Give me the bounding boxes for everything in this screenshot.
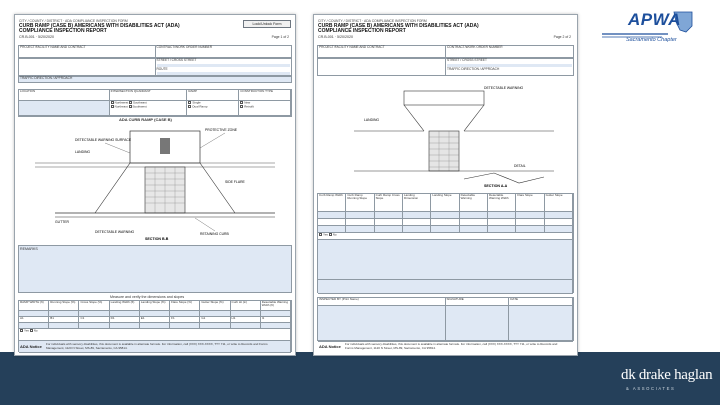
remarks-box[interactable]: [18, 245, 292, 293]
new-checkbox[interactable]: [240, 101, 243, 104]
measure-header: Gutter Slope (%): [200, 301, 230, 311]
note-section-bb: SECTION B-B: [145, 237, 169, 241]
inspection-input[interactable]: [545, 212, 573, 219]
measure-code: H1: [231, 317, 261, 323]
ada-notice-text: For individuals with sensory disabilities, this document is available in alternate formats. For information, call (XXX) XXX-XXXX, TTY 711, or write to Records and Forms Management, 1120 N Street, MS-89, Sacramento, CA 95814.: [345, 342, 558, 350]
date-label: DATE: [509, 298, 573, 306]
inspection-input[interactable]: [431, 212, 459, 219]
note-landing: LANDING: [364, 118, 380, 122]
form-header-line: CITY / COUNTY / DISTRICT · ADA COMPLIANCE INSPECTION FORM: [318, 19, 427, 23]
dual-label: Dual Ramp: [192, 104, 208, 108]
inspection-header: Flare Slope: [516, 194, 544, 212]
measure-code: C1: [79, 317, 109, 323]
inspection-input[interactable]: [346, 212, 374, 219]
inspection-header: Curb Ramp Width: [318, 194, 346, 212]
quadrant-options: [110, 101, 188, 116]
ada-notice-label: ADA Notice: [319, 344, 341, 349]
note-detail: DETAIL: [514, 164, 526, 168]
measure-header: RAMP WIDTH (ft): [19, 301, 49, 311]
ada-notice-footer: [317, 340, 574, 352]
form-page-1: [14, 14, 296, 356]
inspection-cell: [545, 219, 573, 226]
measure-code: B1: [49, 317, 79, 323]
inspector-input[interactable]: [318, 306, 446, 342]
title-line-1: CURB RAMP (CASE B) AMERICANS WITH DISABILITIES ACT (ADA): [318, 23, 479, 29]
street-input[interactable]: [157, 64, 291, 67]
firm-subtitle: & ASSOCIATES: [626, 386, 676, 391]
measure-header: Landing Width (ft): [110, 301, 140, 311]
traffic-row: [18, 76, 292, 83]
note-landing: LANDING: [75, 150, 91, 154]
inspection-cell: [431, 219, 459, 226]
inspection-cell: [403, 219, 431, 226]
inspection-header: Landing Dimension: [403, 194, 431, 212]
signature-label: SIGNATURE: [446, 298, 510, 306]
dual-checkbox[interactable]: [188, 105, 191, 108]
measure-header: Detectable Warning Width (ft): [261, 301, 291, 311]
note-side-flare: SIDE FLARE: [225, 180, 245, 184]
inspection-cell: [375, 219, 403, 226]
inspection-header: Detectable Warning: [460, 194, 488, 212]
inspection-input[interactable]: [488, 212, 516, 219]
measure-header: Running Slope (%): [49, 301, 79, 311]
note-retaining-curb: RETAINING CURB: [200, 232, 229, 236]
street-col: [156, 59, 292, 75]
inspection-cell: [516, 219, 544, 226]
route-input[interactable]: [157, 72, 291, 75]
form-subtitle: CR.B-001 · 5/20/2020: [19, 34, 54, 39]
form-header-line: CITY / COUNTY / DISTRICT · ADA COMPLIANCE INSPECTION FORM: [19, 19, 128, 23]
retrofit-label: Retrofit: [244, 104, 254, 108]
contract-field-label[interactable]: CONTRACT/WORK ORDER NUMBER: [156, 46, 292, 57]
measure-code: F1: [170, 317, 200, 323]
measure-code: I1: [261, 317, 291, 323]
measure-code: E1: [140, 317, 170, 323]
ada-notice-footer: [18, 340, 292, 352]
inspection-header: Curb Ramp Cross Slope: [375, 194, 403, 212]
form-page-2: [313, 14, 578, 356]
project-field-label[interactable]: PROJECT/FACILITY NAME AND CONTRACT: [318, 46, 446, 57]
inspection-cell: [460, 219, 488, 226]
nw-checkbox[interactable]: [111, 101, 114, 104]
inspection-header: Landing Slope: [431, 194, 459, 212]
street-row: [317, 58, 574, 76]
section-diagram: [344, 81, 564, 191]
quadrant-label: INTERSECTION QUADRANT: [110, 90, 188, 101]
sw-checkbox[interactable]: [129, 105, 132, 108]
measure-yes-no-row: Yes No: [19, 329, 291, 341]
inspection-input[interactable]: [375, 226, 403, 233]
measure-code: A1: [19, 317, 49, 323]
inspection-input[interactable]: [403, 212, 431, 219]
apwa-wordmark: APWA: [628, 10, 681, 29]
inspection-input[interactable]: [545, 226, 573, 233]
date-input[interactable]: [509, 306, 573, 342]
ramp-options: [187, 101, 239, 116]
route-field-label[interactable]: ROUTE: [156, 66, 168, 71]
inspection-input[interactable]: [375, 212, 403, 219]
inspection-input[interactable]: [431, 226, 459, 233]
street-field-label[interactable]: STREET / CROSS STREET: [447, 58, 487, 62]
se-label: Southeast: [133, 101, 147, 105]
measure-header: Landing Slope (%): [140, 301, 170, 311]
remarks-label: REMARKS: [20, 247, 38, 251]
yes-checkbox[interactable]: [20, 329, 23, 332]
traffic-field-label[interactable]: TRAFFIC DIRECTION / APPROACH: [447, 66, 500, 71]
inspection-input[interactable]: [516, 212, 544, 219]
inspection-input[interactable]: [516, 226, 544, 233]
location-input[interactable]: [19, 101, 110, 116]
inspection-header: Detectable Warning Width: [488, 194, 516, 212]
construction-options: [239, 101, 291, 116]
project-field-label[interactable]: PROJECT/FACILITY NAME AND CONTRACT: [19, 46, 156, 57]
inspection-input[interactable]: [488, 226, 516, 233]
yes-label: Yes: [323, 233, 328, 237]
inspection-cell: [488, 219, 516, 226]
inspection-input[interactable]: [346, 226, 374, 233]
location-grid: [18, 89, 292, 117]
signature-input[interactable]: [446, 306, 510, 342]
no-checkbox[interactable]: [329, 233, 332, 236]
note-protective-zone: PROTECTIVE ZONE: [205, 128, 238, 132]
street-field-label[interactable]: STREET / CROSS STREET: [156, 58, 197, 62]
lock-form-button[interactable]: Lock/Unlock Form: [243, 20, 291, 28]
note-dws: DETECTABLE WARNING SURFACE: [75, 138, 132, 142]
inspection-input[interactable]: [403, 226, 431, 233]
street-blank: [19, 59, 156, 75]
ada-notice-text: For individuals with sensory disabilities, this document is available in alternate formats. For information, call (XXX) XXX-XXXX, TTY 711, or write to Records and Forms Management, 1120 N Street, MS-89, Sacramento, CA 95814.: [46, 342, 268, 350]
title-line-2: COMPLIANCE INSPECTION REPORT: [19, 28, 107, 35]
no-label: No: [332, 233, 337, 237]
inspection-comments-2[interactable]: [318, 280, 573, 294]
street-row: [18, 58, 292, 76]
form-title: [318, 24, 479, 39]
contract-field-label[interactable]: CONTRACT/WORK ORDER NUMBER: [446, 46, 573, 57]
project-row: [18, 45, 292, 58]
street-col: [446, 59, 573, 75]
title-line-2: COMPLIANCE INSPECTION REPORT: [318, 28, 406, 35]
inspection-input[interactable]: [318, 226, 346, 233]
measure-caption: Measure and verify the dimensions and slopes: [110, 295, 185, 299]
apwa-chapter: Sacramento Chapter: [626, 37, 677, 43]
inspection-comments[interactable]: [318, 240, 573, 280]
inspection-header: Gutter Slope: [545, 194, 573, 212]
inspection-header: Curb Ramp Running Slope: [346, 194, 374, 212]
yes-no-row: [318, 233, 573, 240]
measure-header: Curb Ht (in): [231, 301, 261, 311]
diagram-title: ADA CURB RAMP (CASE B): [119, 117, 172, 122]
construction-label: CONSTRUCTION TYPE: [239, 90, 291, 101]
inspector-label: INSPECTED BY (Print Name): [318, 298, 446, 306]
firm-wordmark: dk drake haglan: [621, 367, 713, 383]
form-title: [19, 24, 180, 39]
traffic-field-label[interactable]: TRAFFIC DIRECTION / APPROACH: [19, 77, 291, 82]
signature-grid: [317, 297, 574, 341]
ne-checkbox[interactable]: [111, 105, 114, 108]
page-number: Page 1 of 2: [271, 35, 289, 39]
ramp-label: RAMP: [187, 90, 239, 101]
no-checkbox[interactable]: [30, 329, 33, 332]
new-label: New: [244, 101, 251, 105]
measure-code: D1: [110, 317, 140, 323]
measure-code: G1: [200, 317, 230, 323]
measure-header: Cross Slope (%): [79, 301, 109, 311]
single-label: Single: [192, 101, 201, 105]
nw-label: Northwest: [114, 101, 129, 105]
street-blank: [318, 59, 446, 75]
note-detectable-warning: DETECTABLE WARNING: [484, 86, 524, 90]
sw-label: Southwest: [132, 104, 147, 108]
inspection-cell: [318, 219, 346, 226]
form-subtitle: CR.B-001 · 5/20/2020: [318, 34, 353, 39]
project-row: [317, 45, 574, 58]
footer-band: [0, 352, 720, 405]
measure-header: Flare Slope (%): [170, 301, 200, 311]
retrofit-checkbox[interactable]: [240, 105, 243, 108]
yes-checkbox[interactable]: [319, 233, 322, 236]
inspection-grid: [317, 193, 574, 293]
curb-ramp-diagram: [35, 123, 275, 243]
ne-label: Northeast: [114, 104, 128, 108]
ada-notice-label: ADA Notice: [20, 344, 42, 349]
note-section-aa: SECTION A-A: [484, 184, 508, 188]
inspection-input[interactable]: [460, 226, 488, 233]
inspection-input[interactable]: [318, 212, 346, 219]
location-label: LOCATION: [19, 90, 110, 101]
inspection-cell: [346, 219, 374, 226]
single-checkbox[interactable]: [188, 101, 191, 104]
note-gutter: GUTTER: [55, 220, 69, 224]
title-line-1: CURB RAMP (CASE B) AMERICANS WITH DISABILITIES ACT (ADA): [19, 23, 180, 29]
inspection-input[interactable]: [460, 212, 488, 219]
note-detectable-warning: DETECTABLE WARNING: [95, 230, 135, 234]
page-number: Page 2 of 2: [553, 35, 571, 39]
